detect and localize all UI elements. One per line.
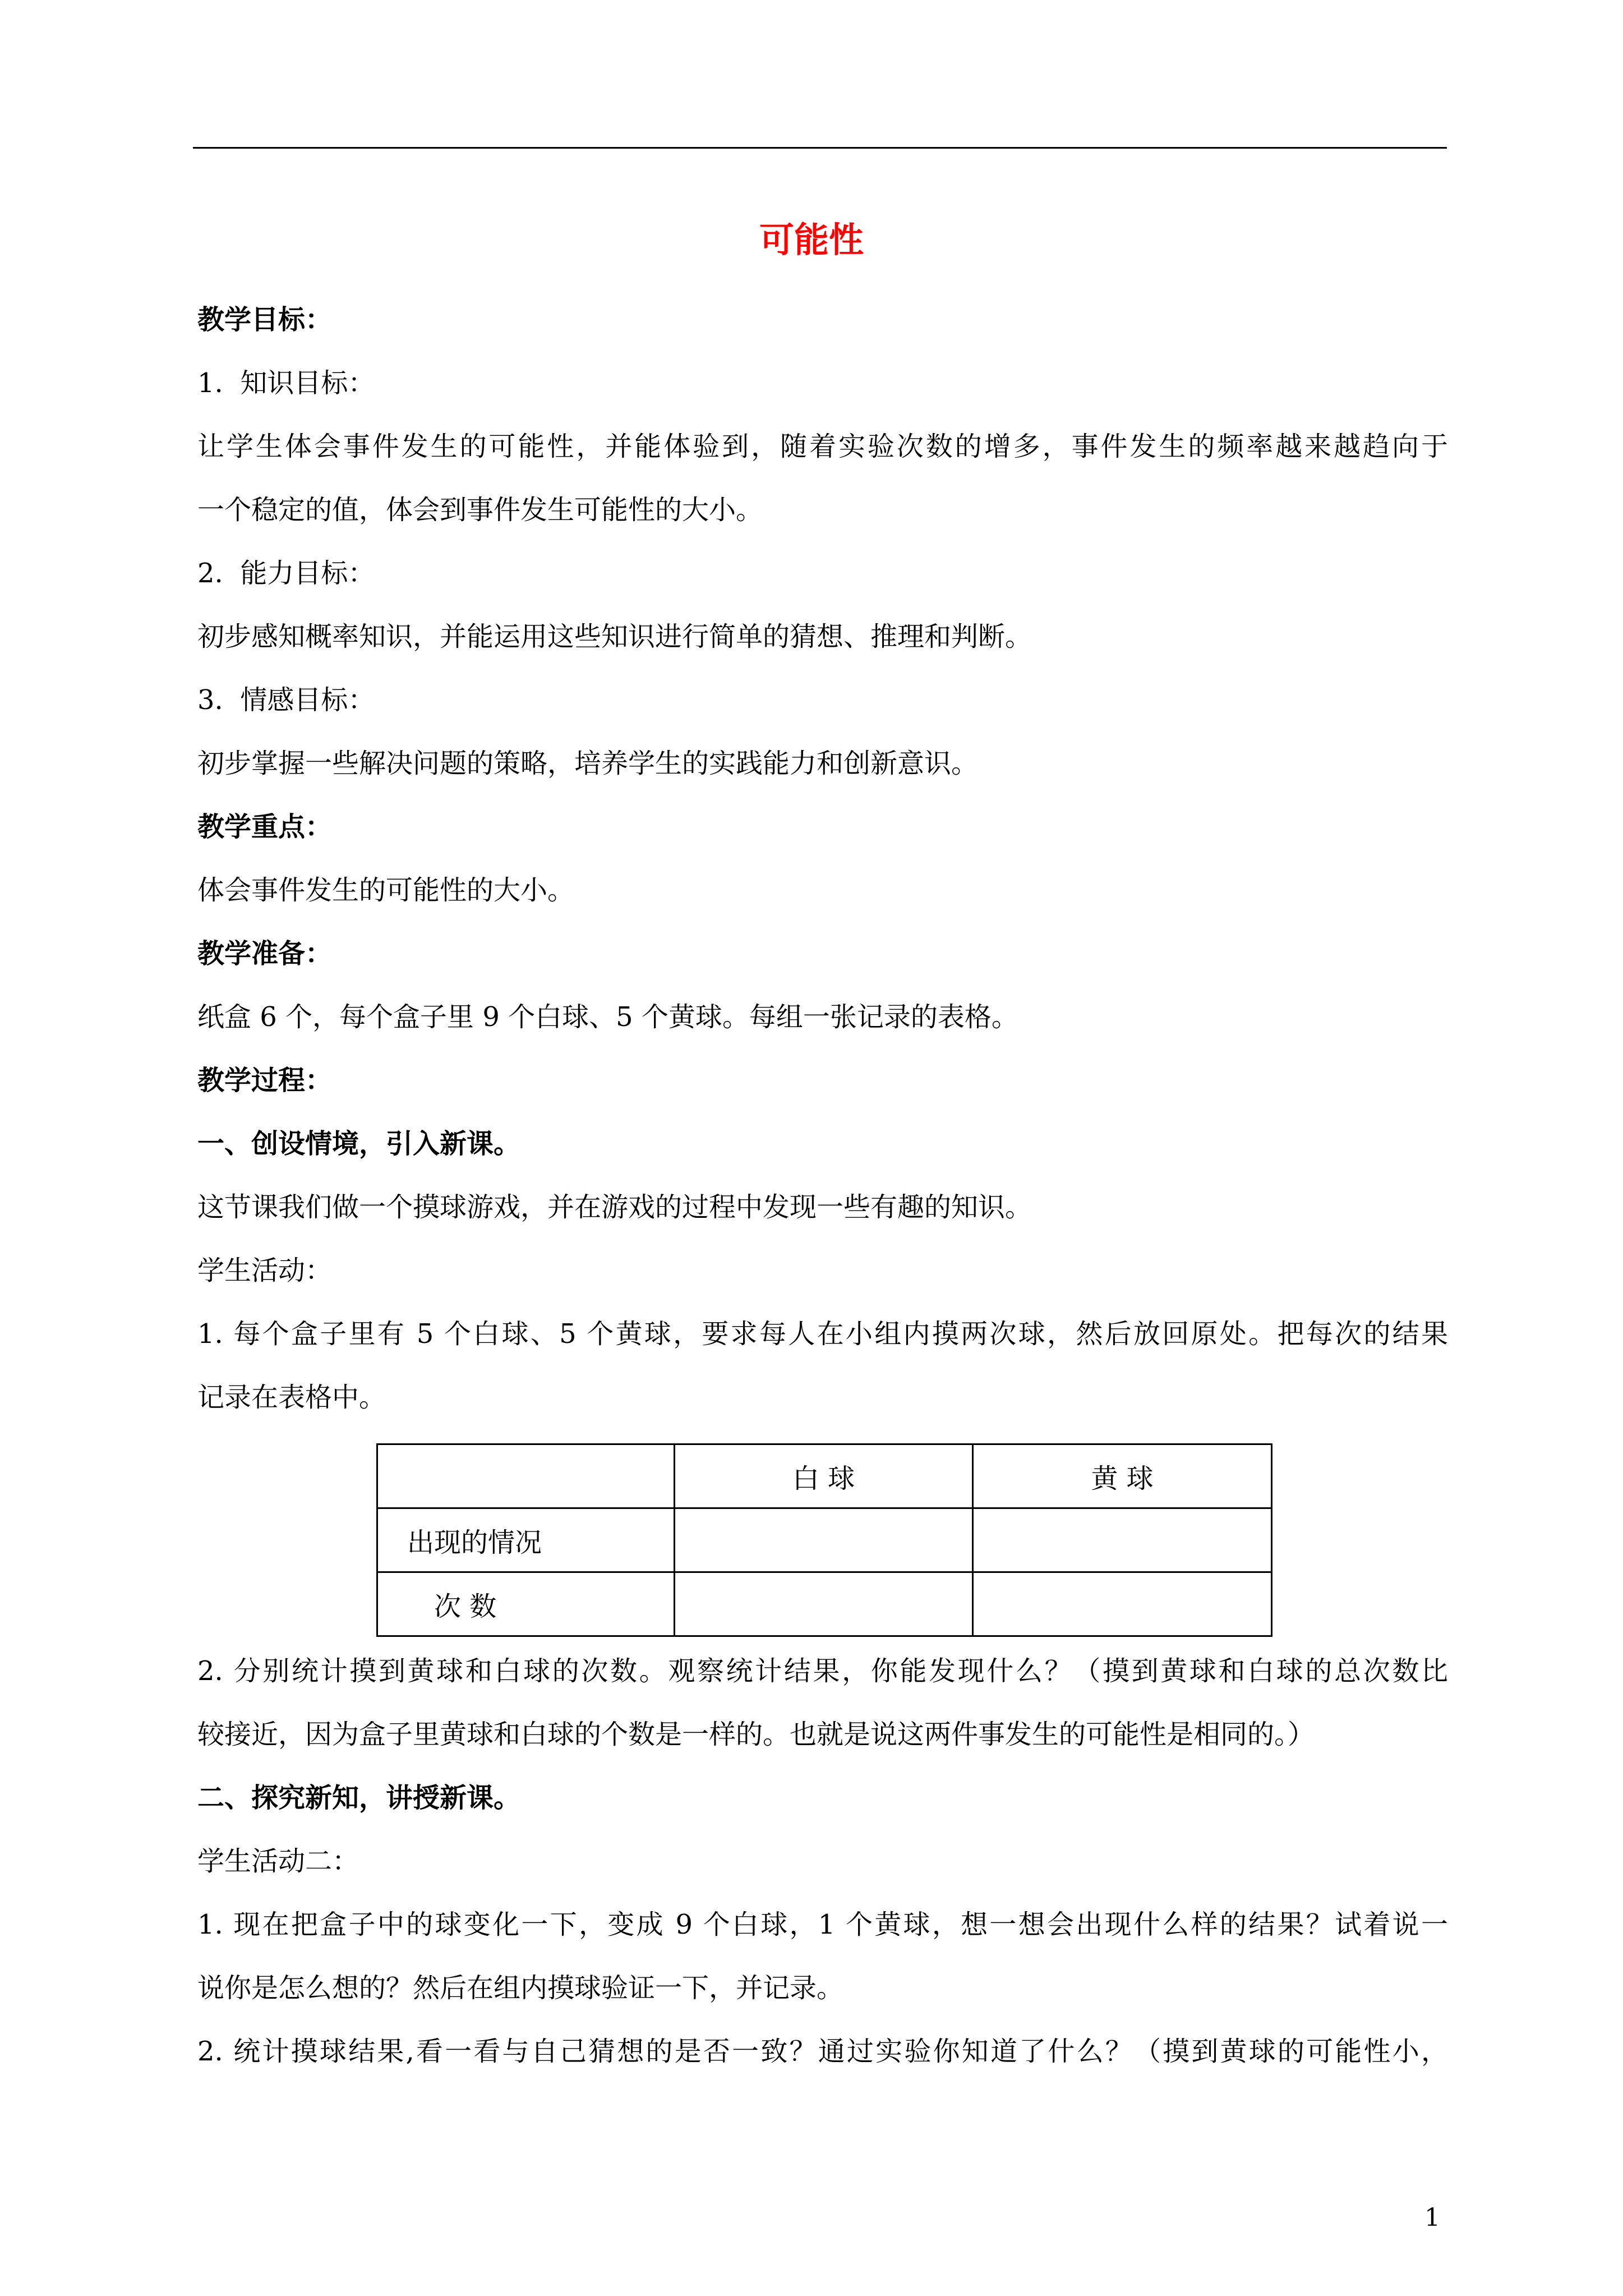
objectives-heading: 教学目标： bbox=[197, 304, 333, 335]
process-heading: 教学过程： bbox=[197, 1065, 333, 1096]
table-row-label: 出现的情况 bbox=[377, 1508, 675, 1572]
keypoint-text: 体会事件发生的可能性的大小。 bbox=[197, 875, 575, 906]
table-cell bbox=[675, 1572, 973, 1636]
table-header-cell: 黄 球 bbox=[973, 1444, 1272, 1508]
table-header-cell bbox=[377, 1444, 675, 1508]
objective-1-label: 1. 知识目标： bbox=[197, 367, 375, 399]
objective-1-text-line-1: 让学生体会事件发生的可能性，并能体验到，随着实验次数的增多，事件发生的频率越来越趋向于 bbox=[197, 431, 1448, 462]
table-header-row bbox=[377, 1444, 1272, 1508]
table-cell bbox=[973, 1508, 1272, 1572]
activity-1-item-1-line-1: 1. 每个盒子里有 5 个白球、5 个黄球，要求每人在小组内摸两次球，然后放回原处。把每次的结果 bbox=[197, 1318, 1448, 1350]
keypoint-heading: 教学重点： bbox=[197, 811, 333, 843]
table-row bbox=[377, 1572, 1272, 1636]
activity-1-item-2-line-1: 2. 分别统计摸到黄球和白球的次数。观察统计结果，你能发现什么？（摸到黄球和白球的总次数比 bbox=[197, 1655, 1448, 1687]
objective-2-text: 初步感知概率知识，并能运用这些知识进行简单的猜想、推理和判断。 bbox=[197, 621, 1032, 652]
section-1-heading: 一、创设情境，引入新课。 bbox=[197, 1128, 521, 1159]
table-header-cell: 白 球 bbox=[675, 1444, 973, 1508]
page-title: 可能性 bbox=[759, 219, 864, 260]
objective-3-label: 3. 情感目标： bbox=[197, 684, 375, 716]
table-cell bbox=[675, 1508, 973, 1572]
activity-2-item-1-line-1: 1. 现在把盒子中的球变化一下，变成 9 个白球，1 个黄球，想一想会出现什么样的结果？试着说一 bbox=[197, 1909, 1448, 1940]
objective-1-text-line-2: 一个稳定的值，体会到事件发生可能性的大小。 bbox=[197, 494, 763, 526]
page-number: 1 bbox=[1424, 2203, 1440, 2232]
activity-1-item-1-line-2: 记录在表格中。 bbox=[197, 1382, 386, 1413]
prep-text: 纸盒 6 个，每个盒子里 9 个白球、5 个黄球。每组一张记录的表格。 bbox=[197, 1001, 1018, 1033]
section-1-intro: 这节课我们做一个摸球游戏，并在游戏的过程中发现一些有趣的知识。 bbox=[197, 1191, 1032, 1223]
objective-2-label: 2. 能力目标： bbox=[197, 558, 375, 589]
activity-2-label: 学生活动二： bbox=[197, 1846, 359, 1877]
activity-2-item-1-line-2: 说你是怎么想的？然后在组内摸球验证一下，并记录。 bbox=[197, 1972, 844, 2004]
activity-1-label: 学生活动： bbox=[197, 1255, 333, 1286]
header-rule bbox=[193, 147, 1447, 149]
table-cell bbox=[973, 1572, 1272, 1636]
table-row bbox=[377, 1508, 1272, 1572]
prep-heading: 教学准备： bbox=[197, 938, 333, 969]
table-row-label: 次 数 bbox=[377, 1572, 675, 1636]
activity-2-item-2-line-1: 2. 统计摸球结果,看一看与自己猜想的是否一致？通过实验你知道了什么？（摸到黄球的可能性小， bbox=[197, 2036, 1448, 2067]
objective-3-text: 初步掌握一些解决问题的策略，培养学生的实践能力和创新意识。 bbox=[197, 748, 979, 779]
section-2-heading: 二、探究新知，讲授新课。 bbox=[197, 1782, 521, 1814]
record-table bbox=[376, 1443, 1272, 1637]
activity-1-item-2-line-2: 较接近，因为盒子里黄球和白球的个数是一样的。也就是说这两件事发生的可能性是相同的。） bbox=[197, 1719, 1315, 1750]
